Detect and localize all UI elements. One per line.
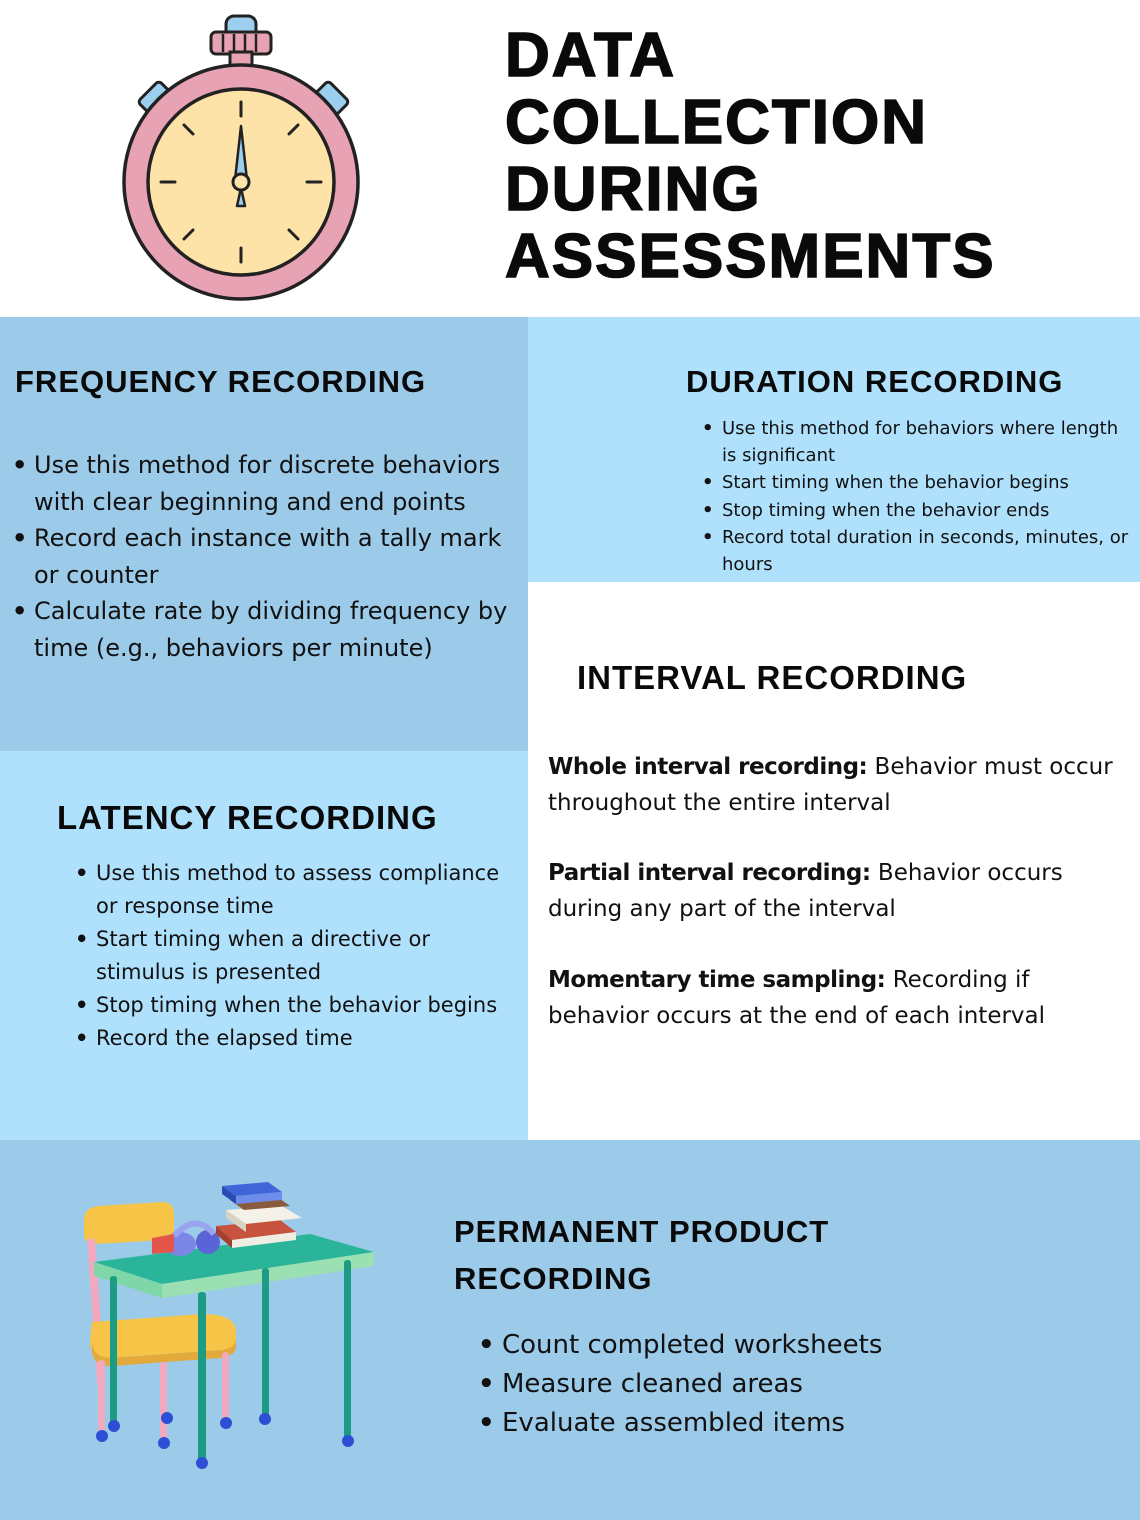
interval-title: INTERVAL RECORDING <box>577 659 968 696</box>
whole-interval-text: Behavior must occur throughout the entire interval <box>548 754 1113 816</box>
title-line: COLLECTION <box>505 88 928 157</box>
list-item: • Record total duration in seconds, minutes, or hours <box>702 524 1138 578</box>
partial-interval-text: Behavior occurs during any part of the interval <box>548 860 1063 922</box>
list-item: • Calculate rate by dividing frequency by time (e.g., behaviors per minute) <box>12 593 522 666</box>
list-item: • Use this method to assess compliance or response time <box>75 857 515 923</box>
momentary-sampling-text: Recording if behavior occurs at the end of each interval <box>548 967 1046 1029</box>
page-title <box>505 22 1125 290</box>
whole-interval-item <box>548 750 1128 821</box>
frequency-title: FREQUENCY RECORDING <box>15 364 427 399</box>
duration-title: DURATION RECORDING <box>686 364 1064 399</box>
list-item: • Stop timing when the behavior ends <box>702 497 1138 524</box>
title-line: ASSESSMENTS <box>505 222 996 291</box>
duration-list <box>702 415 1138 578</box>
permanent-product-title: PERMANENT PRODUCT RECORDING <box>454 1214 830 1296</box>
list-item: • Stop timing when the behavior begins <box>75 989 515 1022</box>
whole-interval-label: Whole interval recording: <box>548 754 868 780</box>
list-item: • Use this method for behaviors where length is significant <box>702 415 1138 469</box>
list-item: • Measure cleaned areas <box>478 1365 1078 1404</box>
list-item: • Start timing when a directive or stimulus is presented <box>75 923 515 989</box>
desk-chair-illustration <box>70 1180 390 1475</box>
momentary-sampling-item <box>548 963 1128 1034</box>
title-line: DATA <box>505 21 676 90</box>
list-item: • Record each instance with a tally mark or counter <box>12 520 522 593</box>
list-item: • Record the elapsed time <box>75 1022 515 1055</box>
latency-title: LATENCY RECORDING <box>57 799 438 836</box>
permanent-product-list <box>478 1326 1078 1443</box>
momentary-sampling-label: Momentary time sampling: <box>548 967 886 993</box>
title-line: DURING <box>505 155 762 224</box>
list-item: • Use this method for discrete behaviors with clear beginning and end points <box>12 447 522 520</box>
partial-interval-label: Partial interval recording: <box>548 860 871 886</box>
list-item: • Evaluate assembled items <box>478 1404 1078 1443</box>
frequency-list <box>12 447 522 666</box>
list-item: • Start timing when the behavior begins <box>702 469 1138 496</box>
list-item: • Count completed worksheets <box>478 1326 1078 1365</box>
stopwatch-illustration <box>115 10 370 310</box>
latency-list <box>75 857 515 1055</box>
partial-interval-item <box>548 856 1128 927</box>
